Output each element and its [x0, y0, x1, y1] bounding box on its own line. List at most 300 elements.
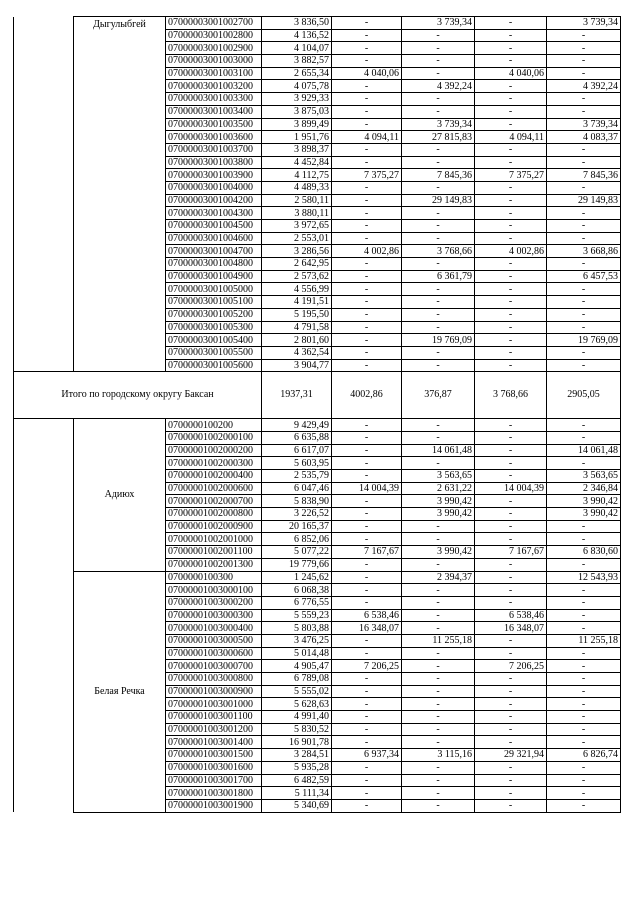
account-code: 07000001003000500 [166, 634, 262, 647]
value-cell: 2 642,95 [262, 258, 332, 271]
value-cell: - [547, 359, 621, 372]
left-margin-cell [14, 17, 74, 372]
value-cell: 6 538,46 [332, 609, 402, 622]
value-cell: - [332, 80, 402, 93]
total-label: Итого по городскому округу Баксан [14, 372, 262, 419]
value-cell: 6 047,46 [262, 482, 332, 495]
account-code: 07000003001004900 [166, 270, 262, 283]
account-code: 07000001003000200 [166, 596, 262, 609]
value-cell: - [402, 787, 475, 800]
value-cell: - [332, 571, 402, 584]
value-cell: 4 362,54 [262, 346, 332, 359]
value-cell: - [547, 181, 621, 194]
value-cell: - [547, 533, 621, 546]
value-cell: - [475, 698, 547, 711]
value-cell: - [475, 258, 547, 271]
value-cell: - [547, 143, 621, 156]
value-cell: 3 476,25 [262, 634, 332, 647]
value-cell: - [547, 774, 621, 787]
value-cell: - [475, 17, 547, 30]
value-cell: - [547, 67, 621, 80]
account-code: 07000001003000600 [166, 647, 262, 660]
account-code: 07000001002000600 [166, 482, 262, 495]
account-code: 07000003001004600 [166, 232, 262, 245]
value-cell: - [332, 495, 402, 508]
value-cell: 29 321,94 [475, 749, 547, 762]
value-cell: 3 990,42 [547, 508, 621, 521]
value-cell: - [332, 508, 402, 521]
value-cell: - [402, 29, 475, 42]
value-cell: - [475, 220, 547, 233]
value-cell: - [547, 156, 621, 169]
account-code: 07000003001003200 [166, 80, 262, 93]
value-cell: - [475, 143, 547, 156]
value-cell: - [547, 622, 621, 635]
value-cell: 7 206,25 [332, 660, 402, 673]
account-code: 07000003001003700 [166, 143, 262, 156]
value-cell: 4 791,58 [262, 321, 332, 334]
total-value: 1937,31 [262, 372, 332, 419]
value-cell: - [475, 584, 547, 597]
value-cell: - [402, 584, 475, 597]
value-cell: - [332, 359, 402, 372]
value-cell: - [475, 359, 547, 372]
value-cell: 3 739,34 [402, 17, 475, 30]
value-cell: - [402, 723, 475, 736]
value-cell: - [547, 673, 621, 686]
account-code: 07000001002001100 [166, 546, 262, 559]
value-cell: - [332, 296, 402, 309]
value-cell: - [402, 647, 475, 660]
account-code: 07000003001002900 [166, 42, 262, 55]
value-cell: 2 580,11 [262, 194, 332, 207]
value-cell: 16 348,07 [332, 622, 402, 635]
value-cell: - [332, 457, 402, 470]
value-cell: 7 375,27 [475, 169, 547, 182]
value-cell: 6 852,06 [262, 533, 332, 546]
value-cell: 6 826,74 [547, 749, 621, 762]
value-cell: 2 553,01 [262, 232, 332, 245]
value-cell: - [547, 283, 621, 296]
value-cell: 7 167,67 [475, 546, 547, 559]
value-cell: - [475, 80, 547, 93]
value-cell: - [475, 29, 547, 42]
value-cell: - [402, 232, 475, 245]
value-cell: 4 094,11 [475, 131, 547, 144]
value-cell: 3 882,57 [262, 55, 332, 68]
account-code: 07000001002001000 [166, 533, 262, 546]
value-cell: 4 002,86 [332, 245, 402, 258]
value-cell: - [402, 143, 475, 156]
value-cell: - [547, 321, 621, 334]
value-cell: 3 836,50 [262, 17, 332, 30]
value-cell: 6 538,46 [475, 609, 547, 622]
municipality-name: Адиюх [74, 419, 166, 571]
value-cell: 3 875,03 [262, 105, 332, 118]
value-cell: - [402, 220, 475, 233]
value-cell: 2 631,22 [402, 482, 475, 495]
value-cell: - [402, 774, 475, 787]
value-cell: - [402, 673, 475, 686]
value-cell: - [475, 321, 547, 334]
value-cell: 4 075,78 [262, 80, 332, 93]
account-code: 07000003001004700 [166, 245, 262, 258]
value-cell: - [332, 520, 402, 533]
value-cell: - [475, 761, 547, 774]
value-cell: 1 951,76 [262, 131, 332, 144]
value-cell: - [475, 736, 547, 749]
value-cell: 6 789,08 [262, 673, 332, 686]
value-cell: - [547, 799, 621, 812]
value-cell: 6 361,79 [402, 270, 475, 283]
value-cell: - [547, 431, 621, 444]
value-cell: 6 937,34 [332, 749, 402, 762]
account-code: 07000003001003500 [166, 118, 262, 131]
value-cell: - [332, 232, 402, 245]
value-cell: - [402, 533, 475, 546]
value-cell: 2 573,62 [262, 270, 332, 283]
value-cell: - [547, 258, 621, 271]
value-cell: 2 346,84 [547, 482, 621, 495]
value-cell: 20 165,37 [262, 520, 332, 533]
account-code: 07000003001002800 [166, 29, 262, 42]
value-cell: 5 014,48 [262, 647, 332, 660]
value-cell: - [475, 508, 547, 521]
value-cell: 14 004,39 [332, 482, 402, 495]
account-code: 07000001003001500 [166, 749, 262, 762]
value-cell: - [332, 444, 402, 457]
value-cell: 3 880,11 [262, 207, 332, 220]
value-cell: - [475, 55, 547, 68]
value-cell: 4 556,99 [262, 283, 332, 296]
account-code: 07000001002000100 [166, 431, 262, 444]
value-cell: 4 094,11 [332, 131, 402, 144]
total-value: 376,87 [402, 372, 475, 419]
account-code: 07000003001003600 [166, 131, 262, 144]
account-code: 07000001003001200 [166, 723, 262, 736]
value-cell: - [332, 258, 402, 271]
value-cell: 7 845,36 [402, 169, 475, 182]
value-cell: 5 935,28 [262, 761, 332, 774]
value-cell: - [402, 42, 475, 55]
account-code: 07000003001005500 [166, 346, 262, 359]
value-cell: - [402, 431, 475, 444]
total-value: 3 768,66 [475, 372, 547, 419]
value-cell: - [475, 533, 547, 546]
value-cell: - [402, 799, 475, 812]
value-cell: - [332, 283, 402, 296]
value-cell: - [332, 685, 402, 698]
value-cell: - [547, 685, 621, 698]
value-cell: 3 739,34 [547, 17, 621, 30]
value-cell: - [332, 29, 402, 42]
value-cell: - [475, 232, 547, 245]
value-cell: 5 830,52 [262, 723, 332, 736]
account-code: 07000001002000300 [166, 457, 262, 470]
account-code: 07000003001005300 [166, 321, 262, 334]
value-cell: 4 040,06 [332, 67, 402, 80]
value-cell: - [332, 419, 402, 432]
value-cell: 3 115,16 [402, 749, 475, 762]
value-cell: - [547, 596, 621, 609]
value-cell: - [332, 55, 402, 68]
value-cell: - [475, 634, 547, 647]
value-cell: 4 136,52 [262, 29, 332, 42]
value-cell: - [332, 723, 402, 736]
value-cell: - [547, 584, 621, 597]
value-cell: - [547, 723, 621, 736]
value-cell: - [332, 634, 402, 647]
value-cell: - [402, 558, 475, 571]
left-margin-cell [14, 419, 74, 571]
account-code: 07000001003001000 [166, 698, 262, 711]
value-cell: 5 559,23 [262, 609, 332, 622]
value-cell: - [402, 660, 475, 673]
value-cell: 4 489,33 [262, 181, 332, 194]
account-code: 07000001003001100 [166, 711, 262, 724]
account-code: 07000001003000300 [166, 609, 262, 622]
value-cell: - [475, 596, 547, 609]
value-cell: 2 394,37 [402, 571, 475, 584]
account-code: 07000001002000400 [166, 470, 262, 483]
value-cell: 7 206,25 [475, 660, 547, 673]
value-cell: - [547, 296, 621, 309]
account-code: 07000003001004200 [166, 194, 262, 207]
value-cell: 5 195,50 [262, 308, 332, 321]
value-cell: - [332, 270, 402, 283]
value-cell: 1 245,62 [262, 571, 332, 584]
value-cell: - [332, 533, 402, 546]
value-cell: 16 348,07 [475, 622, 547, 635]
table-row [14, 17, 621, 30]
value-cell: - [547, 609, 621, 622]
value-cell: - [402, 321, 475, 334]
value-cell: 16 901,78 [262, 736, 332, 749]
value-cell: - [332, 787, 402, 800]
account-code: 07000003001005000 [166, 283, 262, 296]
value-cell: - [475, 673, 547, 686]
value-cell: - [475, 105, 547, 118]
value-cell: - [402, 520, 475, 533]
value-cell: 14 004,39 [475, 482, 547, 495]
value-cell: 4 002,86 [475, 245, 547, 258]
value-cell: 14 061,48 [402, 444, 475, 457]
value-cell: - [332, 761, 402, 774]
value-cell: - [547, 647, 621, 660]
left-margin-cell [14, 571, 74, 812]
value-cell: 3 739,34 [402, 118, 475, 131]
account-code: 07000003001004800 [166, 258, 262, 271]
value-cell: - [332, 431, 402, 444]
value-cell: - [332, 181, 402, 194]
account-code: 07000001003001400 [166, 736, 262, 749]
municipality-name: Белая Речка [74, 571, 166, 812]
account-code: 07000003001005200 [166, 308, 262, 321]
value-cell: - [402, 457, 475, 470]
value-cell: - [547, 105, 621, 118]
value-cell: - [475, 334, 547, 347]
value-cell: - [332, 711, 402, 724]
value-cell: 5 340,69 [262, 799, 332, 812]
value-cell: 5 803,88 [262, 622, 332, 635]
account-code: 07000003001003400 [166, 105, 262, 118]
value-cell: - [475, 774, 547, 787]
value-cell: - [475, 431, 547, 444]
account-code: 07000001003000800 [166, 673, 262, 686]
value-cell: 2 535,79 [262, 470, 332, 483]
value-cell: - [475, 156, 547, 169]
value-cell: - [547, 308, 621, 321]
value-cell: 6 635,88 [262, 431, 332, 444]
value-cell: - [402, 156, 475, 169]
value-cell: - [402, 698, 475, 711]
value-cell: 3 898,37 [262, 143, 332, 156]
value-cell: - [547, 93, 621, 106]
value-cell: - [547, 761, 621, 774]
value-cell: - [547, 698, 621, 711]
value-cell: - [402, 711, 475, 724]
value-cell: - [332, 105, 402, 118]
value-cell: - [547, 29, 621, 42]
value-cell: - [475, 296, 547, 309]
value-cell: - [547, 207, 621, 220]
value-cell: - [332, 558, 402, 571]
value-cell: - [475, 118, 547, 131]
value-cell: - [475, 308, 547, 321]
value-cell: 4 112,75 [262, 169, 332, 182]
value-cell: - [402, 685, 475, 698]
value-cell: 3 286,56 [262, 245, 332, 258]
value-cell: - [547, 220, 621, 233]
value-cell: 29 149,83 [547, 194, 621, 207]
total-row [14, 372, 621, 419]
value-cell: 4 392,24 [547, 80, 621, 93]
total-value: 4002,86 [332, 372, 402, 419]
value-cell: 11 255,18 [547, 634, 621, 647]
value-cell: - [475, 457, 547, 470]
account-code: 07000001002000900 [166, 520, 262, 533]
value-cell: 3 990,42 [402, 546, 475, 559]
value-cell: - [475, 685, 547, 698]
value-cell: - [547, 346, 621, 359]
account-code: 07000003001002700 [166, 17, 262, 30]
value-cell: - [475, 444, 547, 457]
account-code: 0700000100300 [166, 571, 262, 584]
value-cell: 6 482,59 [262, 774, 332, 787]
account-code: 07000003001005100 [166, 296, 262, 309]
account-code: 07000003001003100 [166, 67, 262, 80]
value-cell: - [402, 296, 475, 309]
value-cell: - [475, 194, 547, 207]
value-cell: 3 284,51 [262, 749, 332, 762]
value-cell: 4 991,40 [262, 711, 332, 724]
value-cell: 7 845,36 [547, 169, 621, 182]
value-cell: - [547, 42, 621, 55]
account-code: 07000003001005600 [166, 359, 262, 372]
value-cell: - [475, 42, 547, 55]
value-cell: 9 429,49 [262, 419, 332, 432]
value-cell: - [402, 55, 475, 68]
value-cell: 4 104,07 [262, 42, 332, 55]
value-cell: - [402, 308, 475, 321]
value-cell: - [475, 495, 547, 508]
table-row [14, 419, 621, 432]
value-cell: - [547, 232, 621, 245]
value-cell: - [475, 419, 547, 432]
value-cell: - [332, 321, 402, 334]
value-cell: - [402, 359, 475, 372]
account-code: 07000001003001600 [166, 761, 262, 774]
account-code: 07000001003000900 [166, 685, 262, 698]
value-cell: 4 040,06 [475, 67, 547, 80]
value-cell: - [402, 761, 475, 774]
account-code: 07000001003000700 [166, 660, 262, 673]
value-cell: - [402, 93, 475, 106]
value-cell: - [475, 520, 547, 533]
value-cell: - [475, 181, 547, 194]
value-cell: - [332, 673, 402, 686]
value-cell: 19 769,09 [402, 334, 475, 347]
value-cell: - [332, 334, 402, 347]
value-cell: - [547, 711, 621, 724]
value-cell: 6 617,07 [262, 444, 332, 457]
value-cell: 4 083,37 [547, 131, 621, 144]
account-code: 07000001003001800 [166, 787, 262, 800]
value-cell: 19 769,09 [547, 334, 621, 347]
value-cell: - [332, 346, 402, 359]
value-cell: 2 655,34 [262, 67, 332, 80]
account-code: 07000001003000100 [166, 584, 262, 597]
value-cell: - [547, 419, 621, 432]
value-cell: 19 779,66 [262, 558, 332, 571]
account-code: 07000003001003300 [166, 93, 262, 106]
value-cell: - [332, 118, 402, 131]
value-cell: - [547, 660, 621, 673]
value-cell: - [547, 55, 621, 68]
value-cell: - [402, 105, 475, 118]
account-code: 07000001003000400 [166, 622, 262, 635]
total-value: 2905,05 [547, 372, 621, 419]
value-cell: 4 392,24 [402, 80, 475, 93]
value-cell: 5 838,90 [262, 495, 332, 508]
value-cell: - [332, 647, 402, 660]
tariff-table [13, 16, 621, 813]
value-cell: - [332, 42, 402, 55]
account-code: 07000003001005400 [166, 334, 262, 347]
value-cell: 3 563,65 [547, 470, 621, 483]
value-cell: 14 061,48 [547, 444, 621, 457]
account-code: 07000001003001900 [166, 799, 262, 812]
account-code: 07000001002000800 [166, 508, 262, 521]
value-cell: - [475, 723, 547, 736]
value-cell: 2 801,60 [262, 334, 332, 347]
value-cell: 3 226,52 [262, 508, 332, 521]
value-cell: - [547, 457, 621, 470]
municipality-name: Дыгулыбгей [74, 17, 166, 372]
value-cell: 5 603,95 [262, 457, 332, 470]
account-code: 07000003001003800 [166, 156, 262, 169]
value-cell: 6 068,38 [262, 584, 332, 597]
value-cell: - [475, 283, 547, 296]
value-cell: 3 990,42 [402, 508, 475, 521]
value-cell: - [332, 220, 402, 233]
value-cell: 29 149,83 [402, 194, 475, 207]
value-cell: - [475, 787, 547, 800]
value-cell: 7 375,27 [332, 169, 402, 182]
value-cell: - [332, 308, 402, 321]
value-cell: 3 929,33 [262, 93, 332, 106]
value-cell: 3 739,34 [547, 118, 621, 131]
